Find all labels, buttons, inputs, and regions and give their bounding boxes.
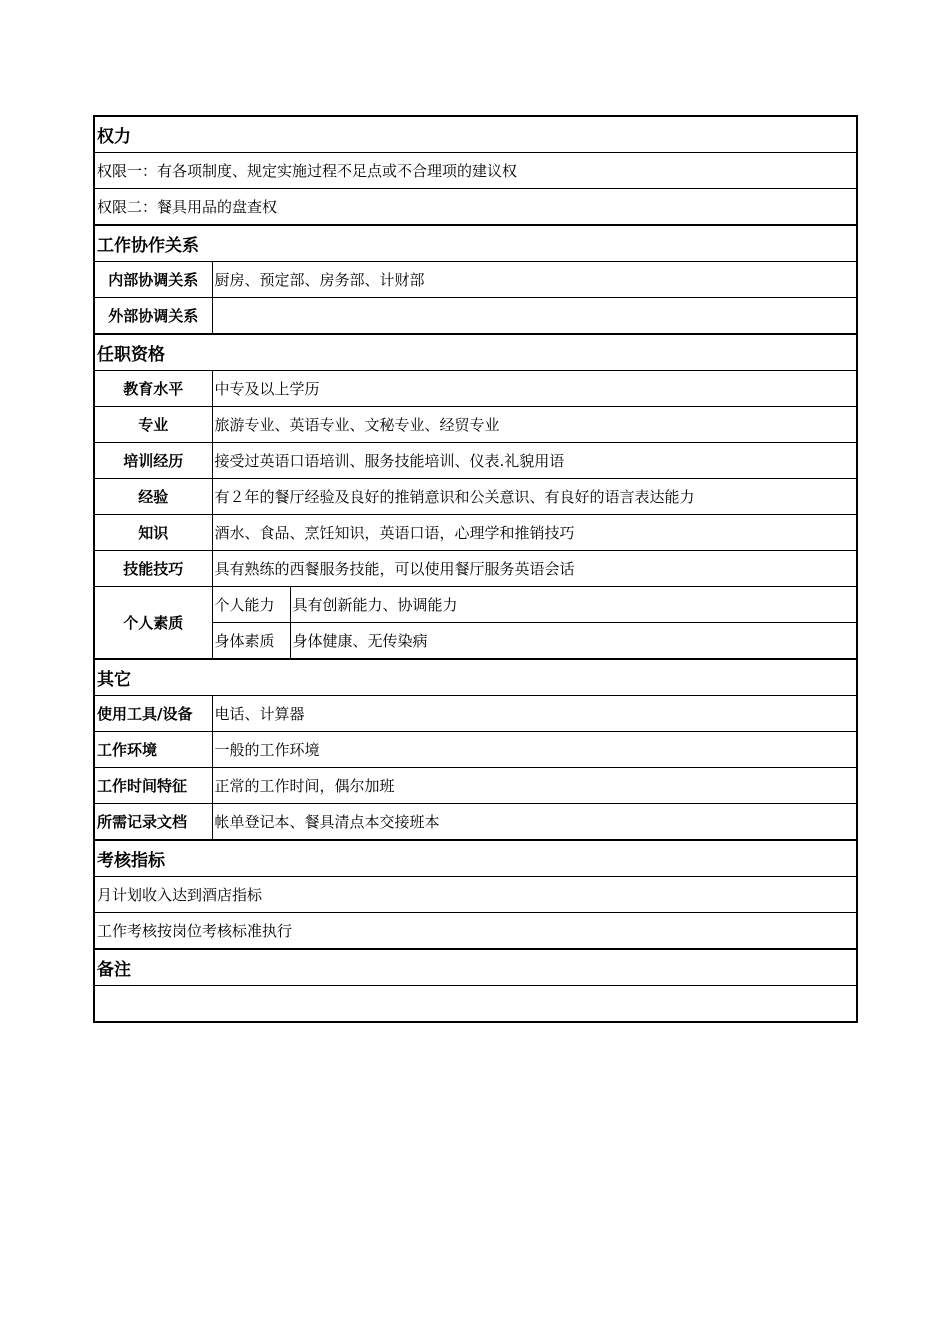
section-title-cooperation: 工作协作关系 [94,225,857,262]
authority-item-2: 权限二：餐具用品的盘查权 [94,189,857,226]
cooperation-row [94,262,857,298]
other-row [94,804,857,841]
work-hours-value: 正常的工作时间，偶尔加班 [212,768,857,804]
external-coordination-label: 外部协调关系 [94,298,212,335]
remarks-row [94,986,857,1023]
authority-item-1: 权限一：有各项制度、规定实施过程不足点或不合理项的建议权 [94,153,857,189]
assessment-item-1: 月计划收入达到酒店指标 [94,877,857,913]
experience-value: 有２年的餐厅经验及良好的推销意识和公关意识、有良好的语言表达能力 [212,479,857,515]
work-hours-label: 工作时间特征 [94,768,212,804]
physical-quality-label: 身体素质 [212,623,290,660]
qualification-row [94,407,857,443]
personal-quality-label: 个人素质 [94,587,212,660]
authority-row [94,189,857,226]
cooperation-row [94,298,857,335]
job-description-table [93,115,858,1023]
skills-label: 技能技巧 [94,551,212,587]
section-other [94,659,857,696]
qualification-row [94,479,857,515]
section-title-authority: 权力 [94,116,857,153]
major-value: 旅游专业、英语专业、文秘专业、经贸专业 [212,407,857,443]
other-row [94,732,857,768]
other-row [94,768,857,804]
environment-label: 工作环境 [94,732,212,768]
personal-ability-value: 具有创新能力、协调能力 [290,587,857,623]
major-label: 专业 [94,407,212,443]
records-label: 所需记录文档 [94,804,212,841]
section-cooperation [94,225,857,262]
personal-ability-label: 个人能力 [212,587,290,623]
education-label: 教育水平 [94,371,212,407]
other-row [94,696,857,732]
section-title-qualifications: 任职资格 [94,334,857,371]
assessment-row [94,913,857,950]
training-value: 接受过英语口语培训、服务技能培训、仪表.礼貌用语 [212,443,857,479]
section-title-other: 其它 [94,659,857,696]
knowledge-value: 酒水、食品、烹饪知识，英语口语，心理学和推销技巧 [212,515,857,551]
external-coordination-value [212,298,857,335]
skills-value: 具有熟练的西餐服务技能，可以使用餐厅服务英语会话 [212,551,857,587]
tools-label: 使用工具/设备 [94,696,212,732]
assessment-row [94,877,857,913]
qualification-row [94,371,857,407]
section-title-assessment: 考核指标 [94,840,857,877]
internal-coordination-value: 厨房、预定部、房务部、计财部 [212,262,857,298]
section-qualifications [94,334,857,371]
knowledge-label: 知识 [94,515,212,551]
tools-value: 电话、计算器 [212,696,857,732]
physical-quality-value: 身体健康、无传染病 [290,623,857,660]
section-title-remarks: 备注 [94,949,857,986]
section-assessment [94,840,857,877]
experience-label: 经验 [94,479,212,515]
qualification-row [94,515,857,551]
records-value: 帐单登记本、餐具清点本交接班本 [212,804,857,841]
qualification-row [94,587,857,623]
section-remarks [94,949,857,986]
qualification-row [94,551,857,587]
education-value: 中专及以上学历 [212,371,857,407]
training-label: 培训经历 [94,443,212,479]
qualification-row [94,443,857,479]
remarks-value [94,986,857,1023]
authority-row [94,153,857,189]
assessment-item-2: 工作考核按岗位考核标准执行 [94,913,857,950]
section-authority [94,116,857,153]
environment-value: 一般的工作环境 [212,732,857,768]
internal-coordination-label: 内部协调关系 [94,262,212,298]
